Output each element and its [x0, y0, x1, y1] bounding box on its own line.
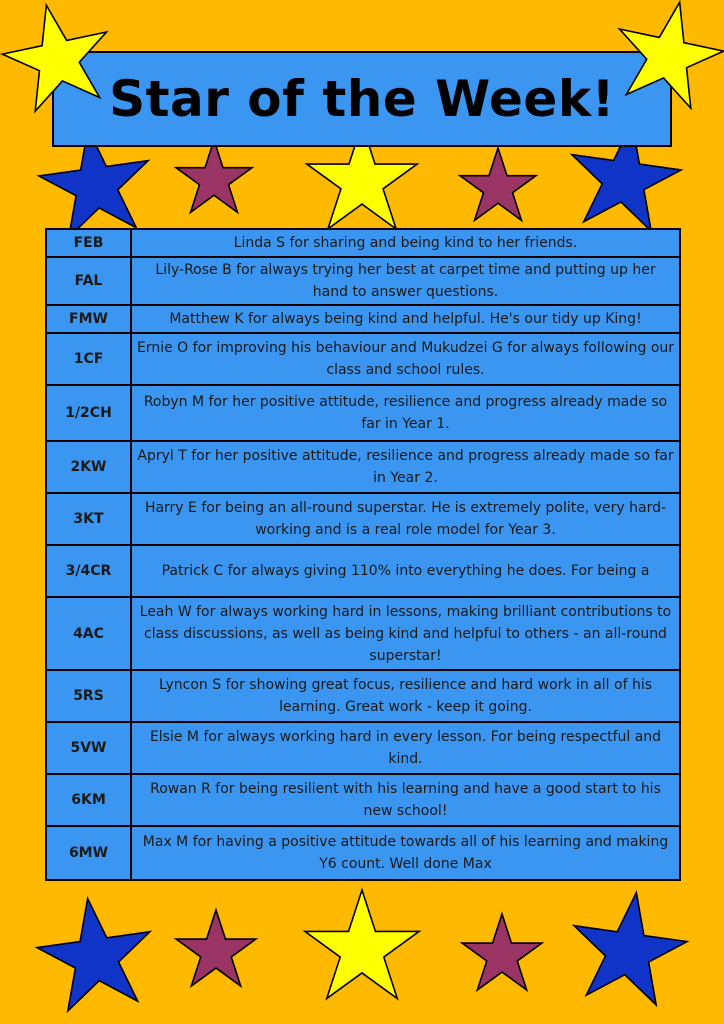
class-name-cell: 3/4CR [46, 545, 131, 597]
page-title: Star of the Week! [109, 70, 615, 128]
award-text-cell: Rowan R for being resilient with his learning and have a good start to his new school! [131, 774, 680, 826]
award-row [46, 597, 680, 670]
awards-table [45, 228, 681, 881]
class-name-cell: 6KM [46, 774, 131, 826]
class-name-cell: 1/2CH [46, 385, 131, 441]
award-row [46, 670, 680, 722]
class-name-cell: 6MW [46, 826, 131, 880]
award-text-cell: Linda S for sharing and being kind to her friends. [131, 229, 680, 257]
award-row [46, 441, 680, 493]
award-row [46, 826, 680, 880]
award-row [46, 722, 680, 774]
award-text-cell: Leah W for always working hard in lessons, making brilliant contributions to class discussions, as well as being kind and helpful to others - an all-round superstar! [131, 597, 680, 670]
class-name-cell: 5RS [46, 670, 131, 722]
award-text-cell: Robyn M for her positive attitude, resilience and progress already made so far in Year 1. [131, 385, 680, 441]
award-row [46, 333, 680, 385]
award-row [46, 545, 680, 597]
class-name-cell: FEB [46, 229, 131, 257]
class-name-cell: 5VW [46, 722, 131, 774]
award-row [46, 229, 680, 257]
class-name-cell: FAL [46, 257, 131, 305]
class-name-cell: 2KW [46, 441, 131, 493]
award-text-cell: Max M for having a positive attitude towards all of his learning and making Y6 count. Well done Max [131, 826, 680, 880]
class-name-cell: 4AC [46, 597, 131, 670]
award-text-cell: Apryl T for her positive attitude, resilience and progress already made so far in Year 2. [131, 441, 680, 493]
class-name-cell: 3KT [46, 493, 131, 545]
award-text-cell: Lily-Rose B for always trying her best at carpet time and putting up her hand to answer questions. [131, 257, 680, 305]
award-text-cell: Ernie O for improving his behaviour and Mukudzei G for always following our class and school rules. [131, 333, 680, 385]
award-row [46, 305, 680, 333]
award-row [46, 493, 680, 545]
class-name-cell: FMW [46, 305, 131, 333]
award-text-cell: Matthew K for always being kind and helpful. He's our tidy up King! [131, 305, 680, 333]
star-icon [0, 0, 120, 115]
award-text-cell: Patrick C for always giving 110% into everything he does. For being a [131, 545, 680, 597]
class-name-cell: 1CF [46, 333, 131, 385]
award-row [46, 257, 680, 305]
award-text-cell: Elsie M for always working hard in every lesson. For being respectful and kind. [131, 722, 680, 774]
star-icon [606, 0, 724, 112]
award-text-cell: Harry E for being an all-round superstar. He is extremely polite, very hard-working and is a real role model for Year 3. [131, 493, 680, 545]
award-text-cell: Lyncon S for showing great focus, resilience and hard work in all of his learning. Great work - keep it going. [131, 670, 680, 722]
award-row [46, 385, 680, 441]
award-row [46, 774, 680, 826]
